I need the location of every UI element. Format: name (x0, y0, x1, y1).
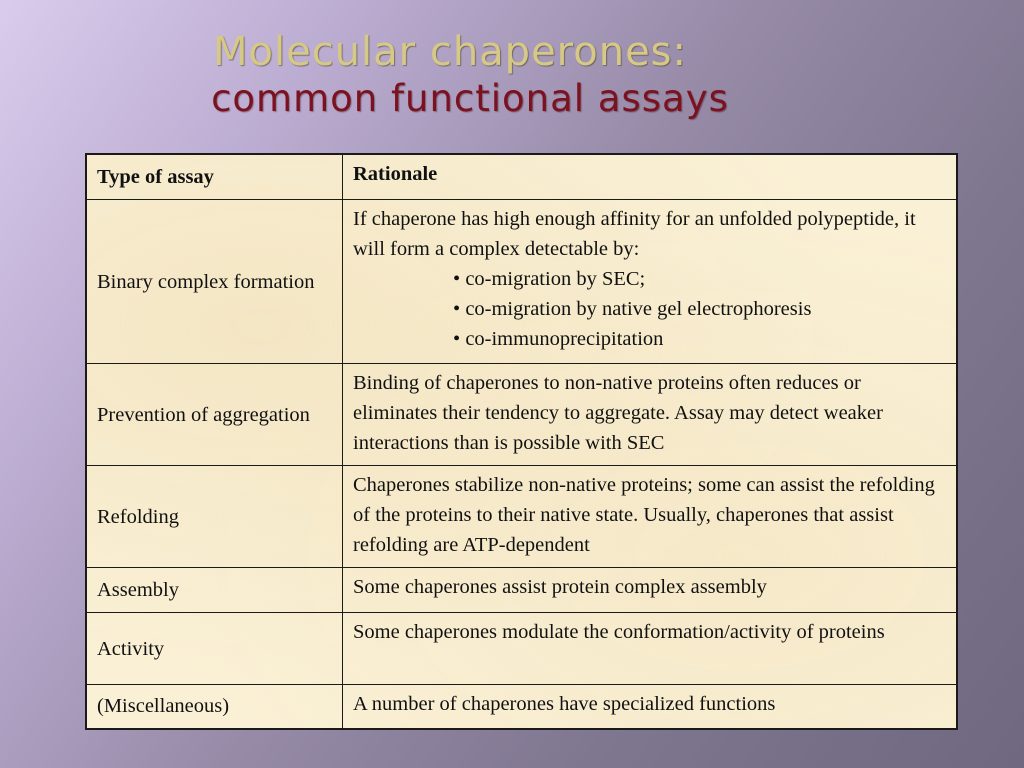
assay-type-cell: (Miscellaneous) (86, 685, 343, 729)
list-item: • co-immunoprecipitation (453, 324, 946, 354)
title-line-1: Molecular chaperones: (212, 29, 687, 75)
table-header-row (86, 154, 957, 200)
table-row (86, 364, 957, 466)
table-row (86, 685, 957, 729)
list-item: • co-migration by native gel electrophoresis (453, 294, 946, 324)
list-item: • co-migration by SEC; (453, 264, 946, 294)
rationale-cell: Binding of chaperones to non-native proteins often reduces or eliminates their tendency to aggregate. Assay may detect weaker interactions than is possible with SEC (343, 364, 958, 466)
assay-type-cell: Prevention of aggregation (86, 364, 343, 466)
assay-type-cell: Binary complex formation (86, 200, 343, 364)
table-row (86, 613, 957, 685)
assay-type-cell: Activity (86, 613, 343, 685)
rationale-cell: Some chaperones assist protein complex assembly (343, 568, 958, 613)
header-rationale: Rationale (343, 154, 958, 200)
rationale-cell (343, 200, 958, 364)
detection-method-list (353, 264, 946, 354)
rationale-cell: A number of chaperones have specialized functions (343, 685, 958, 729)
table-row (86, 568, 957, 613)
rationale-cell: Some chaperones modulate the conformation/activity of proteins (343, 613, 958, 685)
slide-title (0, 28, 900, 122)
rationale-text: If chaperone has high enough affinity for an unfolded polypeptide, it will form a complex detectable by: (353, 208, 916, 260)
rationale-cell: Chaperones stabilize non-native proteins; some can assist the refolding of the proteins to their native state. Usually, chaperones that assist refolding are ATP-dependent (343, 466, 958, 568)
assay-type-cell: Assembly (86, 568, 343, 613)
assay-table (85, 153, 958, 730)
table-row (86, 200, 957, 364)
table-row (86, 466, 957, 568)
header-type-of-assay: Type of assay (86, 154, 343, 200)
assay-type-cell: Refolding (86, 466, 343, 568)
title-line-2: common functional assays (211, 77, 729, 120)
